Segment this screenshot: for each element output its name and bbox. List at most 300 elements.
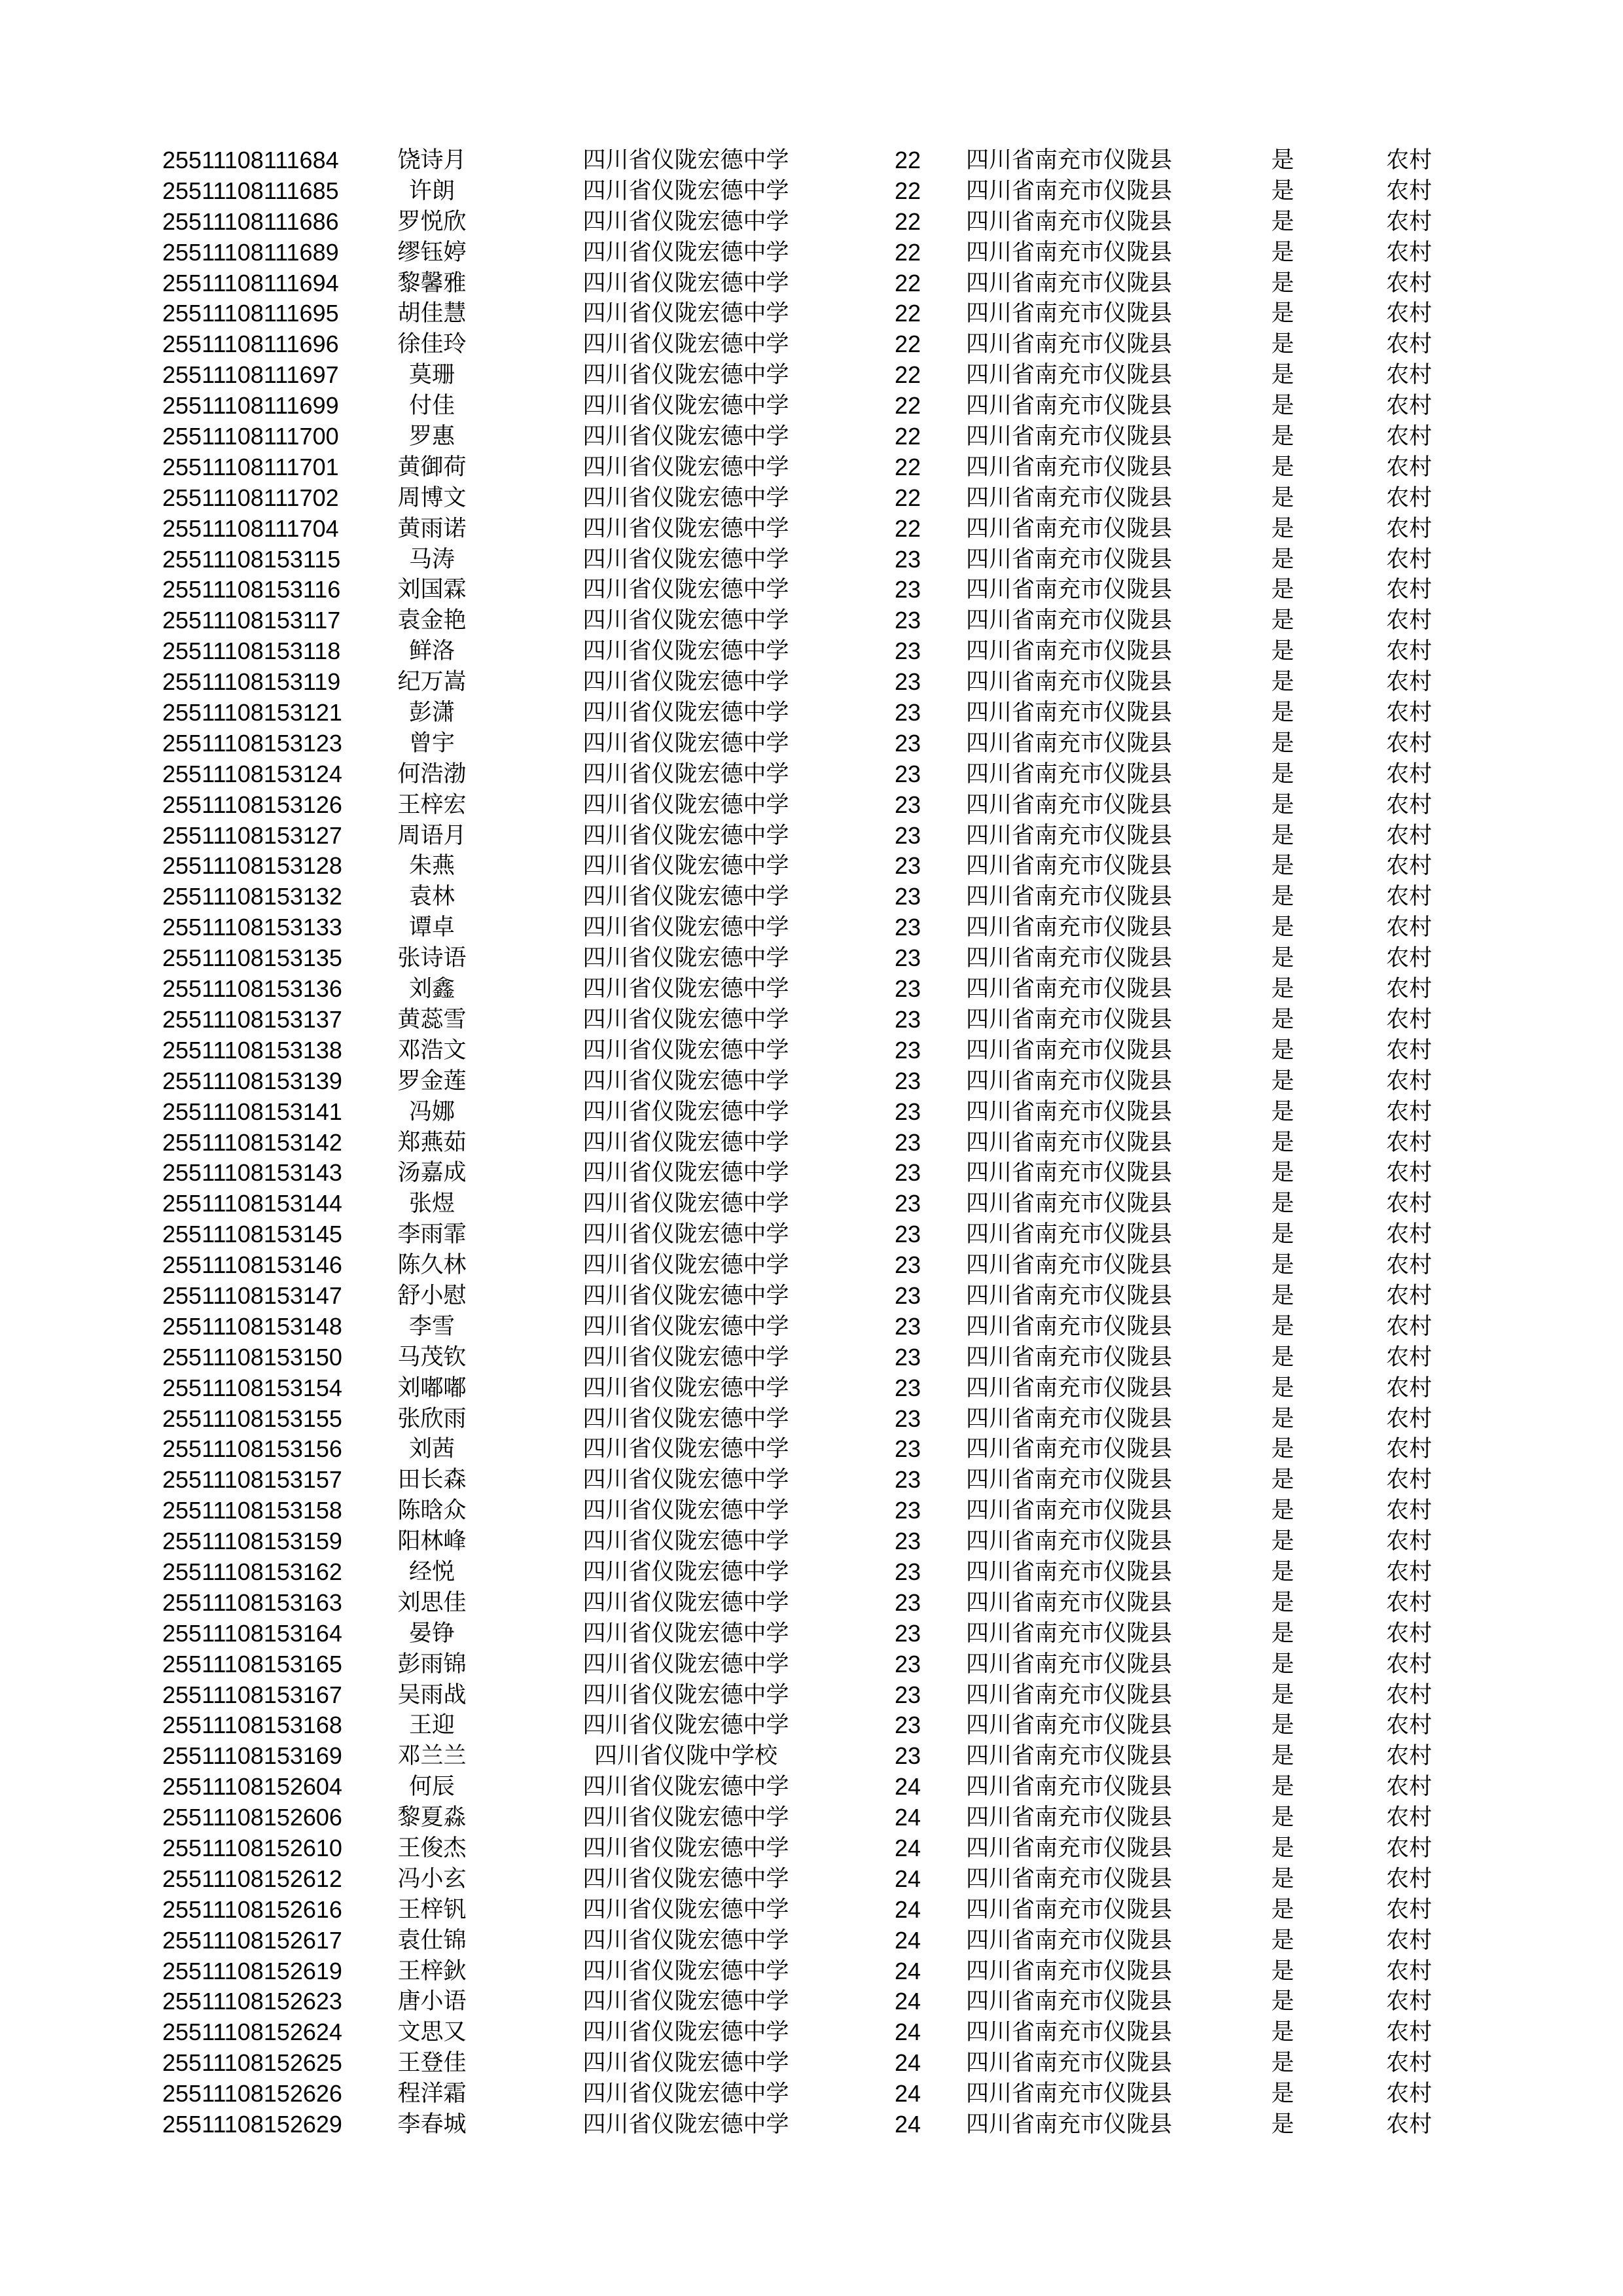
school-cell: 四川省仪陇宏德中学 [582, 362, 789, 389]
flag-cell: 是 [1271, 1098, 1294, 1125]
student-name-cell: 朱燕 [408, 853, 455, 880]
region-cell: 四川省南充市仪陇县 [966, 1743, 1173, 1770]
table-row [0, 1710, 1623, 1741]
region-cell: 四川省南充市仪陇县 [966, 1865, 1173, 1892]
school-cell: 四川省仪陇宏德中学 [582, 884, 789, 910]
table-row [0, 1097, 1623, 1128]
school-cell: 四川省仪陇宏德中学 [582, 700, 789, 726]
residence-type-cell: 农村 [1386, 2111, 1433, 2138]
flag-cell: 是 [1271, 1927, 1294, 1954]
flag-cell: 是 [1271, 515, 1294, 542]
student-name-cell: 陈久林 [397, 1252, 467, 1279]
student-name-cell: 程洋霜 [397, 2081, 467, 2108]
region-cell: 四川省南充市仪陇县 [966, 1098, 1173, 1125]
flag-cell: 是 [1271, 1160, 1294, 1187]
flag-cell: 是 [1271, 730, 1294, 757]
region-cell: 四川省南充市仪陇县 [966, 669, 1173, 696]
school-cell: 四川省仪陇宏德中学 [582, 577, 789, 603]
school-cell: 四川省仪陇宏德中学 [582, 1405, 789, 1432]
table-row [0, 268, 1623, 299]
student-name-cell: 许朗 [408, 177, 455, 204]
student-name-cell: 李雪 [408, 1313, 455, 1340]
flag-cell: 是 [1271, 1712, 1294, 1739]
student-name-cell: 罗悦欣 [397, 208, 467, 235]
table-row [0, 1189, 1623, 1219]
class-number-cell: 23 [894, 975, 921, 1003]
table-row [0, 1465, 1623, 1496]
residence-type-cell: 农村 [1386, 1467, 1433, 1494]
school-cell: 四川省仪陇宏德中学 [582, 331, 789, 358]
student-id-cell: 25511108153128 [162, 852, 342, 880]
table-row [0, 1005, 1623, 1035]
residence-type-cell: 农村 [1386, 700, 1433, 726]
residence-type-cell: 农村 [1386, 515, 1433, 542]
school-cell: 四川省仪陇宏德中学 [582, 270, 789, 296]
student-id-cell: 25511108111694 [162, 269, 339, 296]
student-name-cell: 王迎 [408, 1712, 455, 1739]
class-number-cell: 23 [894, 1190, 921, 1217]
school-cell: 四川省仪陇宏德中学 [582, 1436, 789, 1463]
table-row [0, 1035, 1623, 1066]
residence-type-cell: 农村 [1386, 1344, 1433, 1371]
student-id-cell: 25511108152623 [162, 1988, 342, 2015]
student-name-cell: 张欣雨 [397, 1405, 467, 1432]
school-cell: 四川省仪陇宏德中学 [582, 638, 789, 665]
student-name-cell: 何辰 [408, 1774, 455, 1801]
class-number-cell: 23 [894, 1650, 921, 1677]
school-cell: 四川省仪陇宏德中学 [582, 484, 789, 511]
residence-type-cell: 农村 [1386, 1006, 1433, 1033]
roster-table [0, 145, 1623, 2140]
class-number-cell: 22 [894, 514, 921, 542]
table-row [0, 1588, 1623, 1619]
student-name-cell: 黎夏淼 [397, 1804, 467, 1831]
residence-type-cell: 农村 [1386, 1160, 1433, 1187]
class-number-cell: 23 [894, 1159, 921, 1187]
class-number-cell: 22 [894, 423, 921, 450]
table-row [0, 759, 1623, 790]
region-cell: 四川省南充市仪陇县 [966, 546, 1173, 573]
residence-type-cell: 农村 [1386, 607, 1433, 634]
student-id-cell: 25511108153169 [162, 1742, 342, 1770]
school-cell: 四川省仪陇宏德中学 [582, 669, 789, 696]
residence-type-cell: 农村 [1386, 1037, 1433, 1064]
region-cell: 四川省南充市仪陇县 [966, 853, 1173, 880]
flag-cell: 是 [1271, 1436, 1294, 1463]
school-cell: 四川省仪陇宏德中学 [582, 1558, 789, 1585]
class-number-cell: 22 [894, 484, 921, 511]
table-row [0, 1496, 1623, 1526]
class-number-cell: 23 [894, 1374, 921, 1401]
student-id-cell: 25511108152616 [162, 1895, 342, 1923]
residence-type-cell: 农村 [1386, 945, 1433, 972]
flag-cell: 是 [1271, 1374, 1294, 1401]
residence-type-cell: 农村 [1386, 454, 1433, 480]
class-number-cell: 23 [894, 1282, 921, 1309]
residence-type-cell: 农村 [1386, 1282, 1433, 1309]
table-row [0, 1434, 1623, 1465]
residence-type-cell: 农村 [1386, 1498, 1433, 1524]
flag-cell: 是 [1271, 638, 1294, 665]
class-number-cell: 23 [894, 1742, 921, 1770]
region-cell: 四川省南充市仪陇县 [966, 2081, 1173, 2108]
residence-type-cell: 农村 [1386, 362, 1433, 389]
school-cell: 四川省仪陇宏德中学 [582, 976, 789, 1003]
student-name-cell: 马涛 [408, 546, 455, 573]
residence-type-cell: 农村 [1386, 1712, 1433, 1739]
region-cell: 四川省南充市仪陇县 [966, 1282, 1173, 1309]
region-cell: 四川省南充市仪陇县 [966, 147, 1173, 173]
region-cell: 四川省南充市仪陇县 [966, 1558, 1173, 1585]
student-name-cell: 刘鑫 [408, 976, 455, 1003]
residence-type-cell: 农村 [1386, 239, 1433, 266]
student-name-cell: 王登佳 [397, 2050, 467, 2077]
table-row [0, 667, 1623, 698]
student-id-cell: 25511108153136 [162, 975, 342, 1003]
table-row [0, 1342, 1623, 1373]
table-row [0, 1864, 1623, 1895]
flag-cell: 是 [1271, 700, 1294, 726]
class-number-cell: 24 [894, 1865, 921, 1892]
table-row [0, 1526, 1623, 1557]
school-cell: 四川省仪陇宏德中学 [582, 1528, 789, 1555]
school-cell: 四川省仪陇宏德中学 [582, 1160, 789, 1187]
flag-cell: 是 [1271, 239, 1294, 266]
region-cell: 四川省南充市仪陇县 [966, 1528, 1173, 1555]
residence-type-cell: 农村 [1386, 300, 1433, 327]
school-cell: 四川省仪陇宏德中学 [582, 2081, 789, 2108]
school-cell: 四川省仪陇宏德中学 [582, 1006, 789, 1033]
class-number-cell: 23 [894, 545, 921, 573]
student-id-cell: 25511108111685 [162, 177, 339, 204]
student-id-cell: 25511108153143 [162, 1159, 342, 1187]
school-cell: 四川省仪陇宏德中学 [582, 607, 789, 634]
student-id-cell: 25511108152624 [162, 2018, 342, 2046]
table-row [0, 207, 1623, 238]
student-id-cell: 25511108153141 [162, 1098, 342, 1125]
student-id-cell: 25511108153163 [162, 1588, 342, 1616]
school-cell: 四川省仪陇宏德中学 [582, 853, 789, 880]
residence-type-cell: 农村 [1386, 1896, 1433, 1923]
residence-type-cell: 农村 [1386, 2050, 1433, 2077]
table-row [0, 1926, 1623, 1956]
flag-cell: 是 [1271, 2050, 1294, 2077]
flag-cell: 是 [1271, 1743, 1294, 1770]
student-name-cell: 鲜洛 [408, 638, 455, 665]
student-id-cell: 25511108152606 [162, 1804, 342, 1831]
student-name-cell: 郑燕茹 [397, 1129, 467, 1156]
school-cell: 四川省仪陇宏德中学 [582, 1774, 789, 1801]
flag-cell: 是 [1271, 1988, 1294, 2015]
student-id-cell: 25511108111684 [162, 147, 339, 173]
student-name-cell: 李雨霏 [397, 1221, 467, 1248]
flag-cell: 是 [1271, 1067, 1294, 1094]
residence-type-cell: 农村 [1386, 1958, 1433, 1984]
student-name-cell: 张煜 [408, 1191, 455, 1217]
table-row [0, 1895, 1623, 1926]
class-number-cell: 22 [894, 238, 921, 266]
region-cell: 四川省南充市仪陇县 [966, 1988, 1173, 2015]
student-name-cell: 刘思佳 [397, 1589, 467, 1616]
region-cell: 四川省南充市仪陇县 [966, 1344, 1173, 1371]
flag-cell: 是 [1271, 1558, 1294, 1585]
school-cell: 四川省仪陇宏德中学 [582, 208, 789, 235]
student-id-cell: 25511108111700 [162, 423, 339, 450]
student-id-cell: 25511108152619 [162, 1957, 342, 1984]
flag-cell: 是 [1271, 1313, 1294, 1340]
student-name-cell: 李春城 [397, 2111, 467, 2138]
region-cell: 四川省南充市仪陇县 [966, 607, 1173, 634]
school-cell: 四川省仪陇宏德中学 [582, 1344, 789, 1371]
student-id-cell: 25511108153167 [162, 1681, 342, 1708]
residence-type-cell: 农村 [1386, 1651, 1433, 1677]
flag-cell: 是 [1271, 914, 1294, 941]
student-name-cell: 周博文 [397, 484, 467, 511]
table-row [0, 728, 1623, 759]
table-row [0, 2079, 1623, 2109]
table-row [0, 145, 1623, 176]
region-cell: 四川省南充市仪陇县 [966, 393, 1173, 420]
student-id-cell: 25511108153138 [162, 1036, 342, 1064]
student-name-cell: 付佳 [408, 393, 455, 420]
residence-type-cell: 农村 [1386, 1313, 1433, 1340]
table-row [0, 1741, 1623, 1772]
school-cell: 四川省仪陇宏德中学 [582, 1098, 789, 1125]
table-row [0, 238, 1623, 268]
student-id-cell: 25511108111686 [162, 207, 339, 235]
flag-cell: 是 [1271, 791, 1294, 818]
student-id-cell: 25511108153118 [162, 637, 341, 665]
class-number-cell: 23 [894, 1343, 921, 1371]
class-number-cell: 23 [894, 791, 921, 818]
student-id-cell: 25511108111701 [162, 453, 339, 480]
class-number-cell: 24 [894, 1834, 921, 1861]
class-number-cell: 23 [894, 1098, 921, 1125]
flag-cell: 是 [1271, 331, 1294, 358]
region-cell: 四川省南充市仪陇县 [966, 1160, 1173, 1187]
class-number-cell: 23 [894, 1466, 921, 1494]
region-cell: 四川省南充市仪陇县 [966, 1774, 1173, 1801]
student-id-cell: 25511108153116 [162, 576, 341, 603]
student-name-cell: 唐小语 [397, 1988, 467, 2015]
residence-type-cell: 农村 [1386, 2081, 1433, 2108]
class-number-cell: 22 [894, 177, 921, 204]
student-id-cell: 25511108153117 [162, 607, 341, 634]
residence-type-cell: 农村 [1386, 208, 1433, 235]
region-cell: 四川省南充市仪陇县 [966, 362, 1173, 389]
flag-cell: 是 [1271, 2081, 1294, 2108]
class-number-cell: 23 [894, 760, 921, 787]
class-number-cell: 23 [894, 1036, 921, 1064]
flag-cell: 是 [1271, 577, 1294, 603]
table-row [0, 943, 1623, 974]
table-row [0, 851, 1623, 882]
student-name-cell: 何浩渤 [397, 761, 467, 787]
student-name-cell: 阳林峰 [397, 1528, 467, 1555]
flag-cell: 是 [1271, 1498, 1294, 1524]
residence-type-cell: 农村 [1386, 577, 1433, 603]
school-cell: 四川省仪陇宏德中学 [582, 1651, 789, 1677]
residence-type-cell: 农村 [1386, 1681, 1433, 1708]
region-cell: 四川省南充市仪陇县 [966, 177, 1173, 204]
student-name-cell: 田长森 [397, 1467, 467, 1494]
residence-type-cell: 农村 [1386, 1804, 1433, 1831]
residence-type-cell: 农村 [1386, 1067, 1433, 1094]
flag-cell: 是 [1271, 1467, 1294, 1494]
student-id-cell: 25511108153137 [162, 1005, 342, 1033]
class-number-cell: 22 [894, 331, 921, 358]
table-row [0, 2048, 1623, 2079]
class-number-cell: 23 [894, 1619, 921, 1647]
flag-cell: 是 [1271, 2111, 1294, 2138]
student-name-cell: 汤嘉成 [397, 1160, 467, 1187]
table-row [0, 1557, 1623, 1588]
residence-type-cell: 农村 [1386, 976, 1433, 1003]
residence-type-cell: 农村 [1386, 1774, 1433, 1801]
region-cell: 四川省南充市仪陇县 [966, 270, 1173, 296]
residence-type-cell: 农村 [1386, 484, 1433, 511]
student-name-cell: 冯小玄 [397, 1865, 467, 1892]
region-cell: 四川省南充市仪陇县 [966, 239, 1173, 266]
school-cell: 四川省仪陇宏德中学 [582, 1313, 789, 1340]
student-name-cell: 黄蕊雪 [397, 1006, 467, 1033]
student-name-cell: 陈晗众 [397, 1498, 467, 1524]
residence-type-cell: 农村 [1386, 1589, 1433, 1616]
student-name-cell: 刘嘟嘟 [397, 1374, 467, 1401]
region-cell: 四川省南充市仪陇县 [966, 1681, 1173, 1708]
flag-cell: 是 [1271, 454, 1294, 480]
class-number-cell: 23 [894, 1435, 921, 1463]
student-id-cell: 25511108153168 [162, 1712, 342, 1739]
residence-type-cell: 农村 [1386, 270, 1433, 296]
student-name-cell: 黄雨诺 [397, 515, 467, 542]
school-cell: 四川省仪陇宏德中学 [582, 1865, 789, 1892]
table-row [0, 422, 1623, 452]
region-cell: 四川省南充市仪陇县 [966, 1589, 1173, 1616]
student-name-cell: 文思又 [397, 2019, 467, 2046]
class-number-cell: 23 [894, 821, 921, 849]
region-cell: 四川省南充市仪陇县 [966, 1067, 1173, 1094]
flag-cell: 是 [1271, 1804, 1294, 1831]
residence-type-cell: 农村 [1386, 1098, 1433, 1125]
table-row [0, 1066, 1623, 1097]
student-id-cell: 25511108111696 [162, 331, 339, 358]
residence-type-cell: 农村 [1386, 177, 1433, 204]
flag-cell: 是 [1271, 1252, 1294, 1279]
school-cell: 四川省仪陇宏德中学 [582, 1681, 789, 1708]
region-cell: 四川省南充市仪陇县 [966, 761, 1173, 787]
class-number-cell: 23 [894, 1221, 921, 1248]
school-cell: 四川省仪陇宏德中学 [582, 454, 789, 480]
region-cell: 四川省南充市仪陇县 [966, 1651, 1173, 1677]
residence-type-cell: 农村 [1386, 791, 1433, 818]
residence-type-cell: 农村 [1386, 1405, 1433, 1432]
student-id-cell: 25511108153127 [162, 821, 342, 849]
student-id-cell: 25511108153147 [162, 1282, 342, 1309]
class-number-cell: 23 [894, 576, 921, 603]
class-number-cell: 22 [894, 453, 921, 480]
flag-cell: 是 [1271, 393, 1294, 420]
residence-type-cell: 农村 [1386, 147, 1433, 173]
table-row [0, 2017, 1623, 2048]
table-row [0, 821, 1623, 852]
student-name-cell: 袁林 [408, 884, 455, 910]
student-id-cell: 25511108153165 [162, 1650, 342, 1677]
student-id-cell: 25511108111699 [162, 392, 339, 420]
region-cell: 四川省南充市仪陇县 [966, 484, 1173, 511]
student-id-cell: 25511108152612 [162, 1865, 342, 1892]
table-row [0, 1680, 1623, 1711]
residence-type-cell: 农村 [1386, 884, 1433, 910]
class-number-cell: 22 [894, 147, 921, 173]
school-cell: 四川省仪陇宏德中学 [582, 1498, 789, 1524]
residence-type-cell: 农村 [1386, 669, 1433, 696]
student-id-cell: 25511108153156 [162, 1435, 342, 1463]
school-cell: 四川省仪陇宏德中学 [582, 239, 789, 266]
student-name-cell: 经悦 [408, 1558, 455, 1585]
residence-type-cell: 农村 [1386, 1221, 1433, 1248]
residence-type-cell: 农村 [1386, 423, 1433, 450]
school-cell: 四川省仪陇宏德中学 [582, 730, 789, 757]
student-id-cell: 25511108153159 [162, 1528, 342, 1555]
school-cell: 四川省仪陇宏德中学 [582, 546, 789, 573]
region-cell: 四川省南充市仪陇县 [966, 791, 1173, 818]
flag-cell: 是 [1271, 1774, 1294, 1801]
table-row [0, 1250, 1623, 1281]
residence-type-cell: 农村 [1386, 546, 1433, 573]
student-name-cell: 王俊杰 [397, 1835, 467, 1861]
student-name-cell: 莫珊 [408, 362, 455, 389]
table-row [0, 912, 1623, 943]
class-number-cell: 24 [894, 2049, 921, 2077]
flag-cell: 是 [1271, 1129, 1294, 1156]
flag-cell: 是 [1271, 1006, 1294, 1033]
school-cell: 四川省仪陇宏德中学 [582, 1037, 789, 1064]
flag-cell: 是 [1271, 300, 1294, 327]
flag-cell: 是 [1271, 1835, 1294, 1861]
table-row [0, 882, 1623, 912]
class-number-cell: 24 [894, 1988, 921, 2015]
table-row [0, 1128, 1623, 1158]
flag-cell: 是 [1271, 669, 1294, 696]
student-name-cell: 王梓宏 [397, 791, 467, 818]
student-id-cell: 25511108153133 [162, 914, 342, 941]
student-id-cell: 25511108153148 [162, 1312, 342, 1340]
flag-cell: 是 [1271, 2019, 1294, 2046]
class-number-cell: 23 [894, 1588, 921, 1616]
flag-cell: 是 [1271, 1681, 1294, 1708]
flag-cell: 是 [1271, 147, 1294, 173]
school-cell: 四川省仪陇宏德中学 [582, 1958, 789, 1984]
student-name-cell: 袁金艳 [397, 607, 467, 634]
student-id-cell: 25511108153145 [162, 1221, 342, 1248]
region-cell: 四川省南充市仪陇县 [966, 1252, 1173, 1279]
region-cell: 四川省南充市仪陇县 [966, 515, 1173, 542]
table-row [0, 2109, 1623, 2140]
flag-cell: 是 [1271, 945, 1294, 972]
residence-type-cell: 农村 [1386, 1191, 1433, 1217]
table-row [0, 1833, 1623, 1864]
region-cell: 四川省南充市仪陇县 [966, 1006, 1173, 1033]
class-number-cell: 23 [894, 699, 921, 726]
student-id-cell: 25511108153119 [162, 668, 341, 696]
school-cell: 四川省仪陇宏德中学 [582, 1927, 789, 1954]
flag-cell: 是 [1271, 270, 1294, 296]
school-cell: 四川省仪陇宏德中学 [582, 761, 789, 787]
class-number-cell: 24 [894, 2080, 921, 2108]
flag-cell: 是 [1271, 884, 1294, 910]
class-number-cell: 22 [894, 361, 921, 389]
